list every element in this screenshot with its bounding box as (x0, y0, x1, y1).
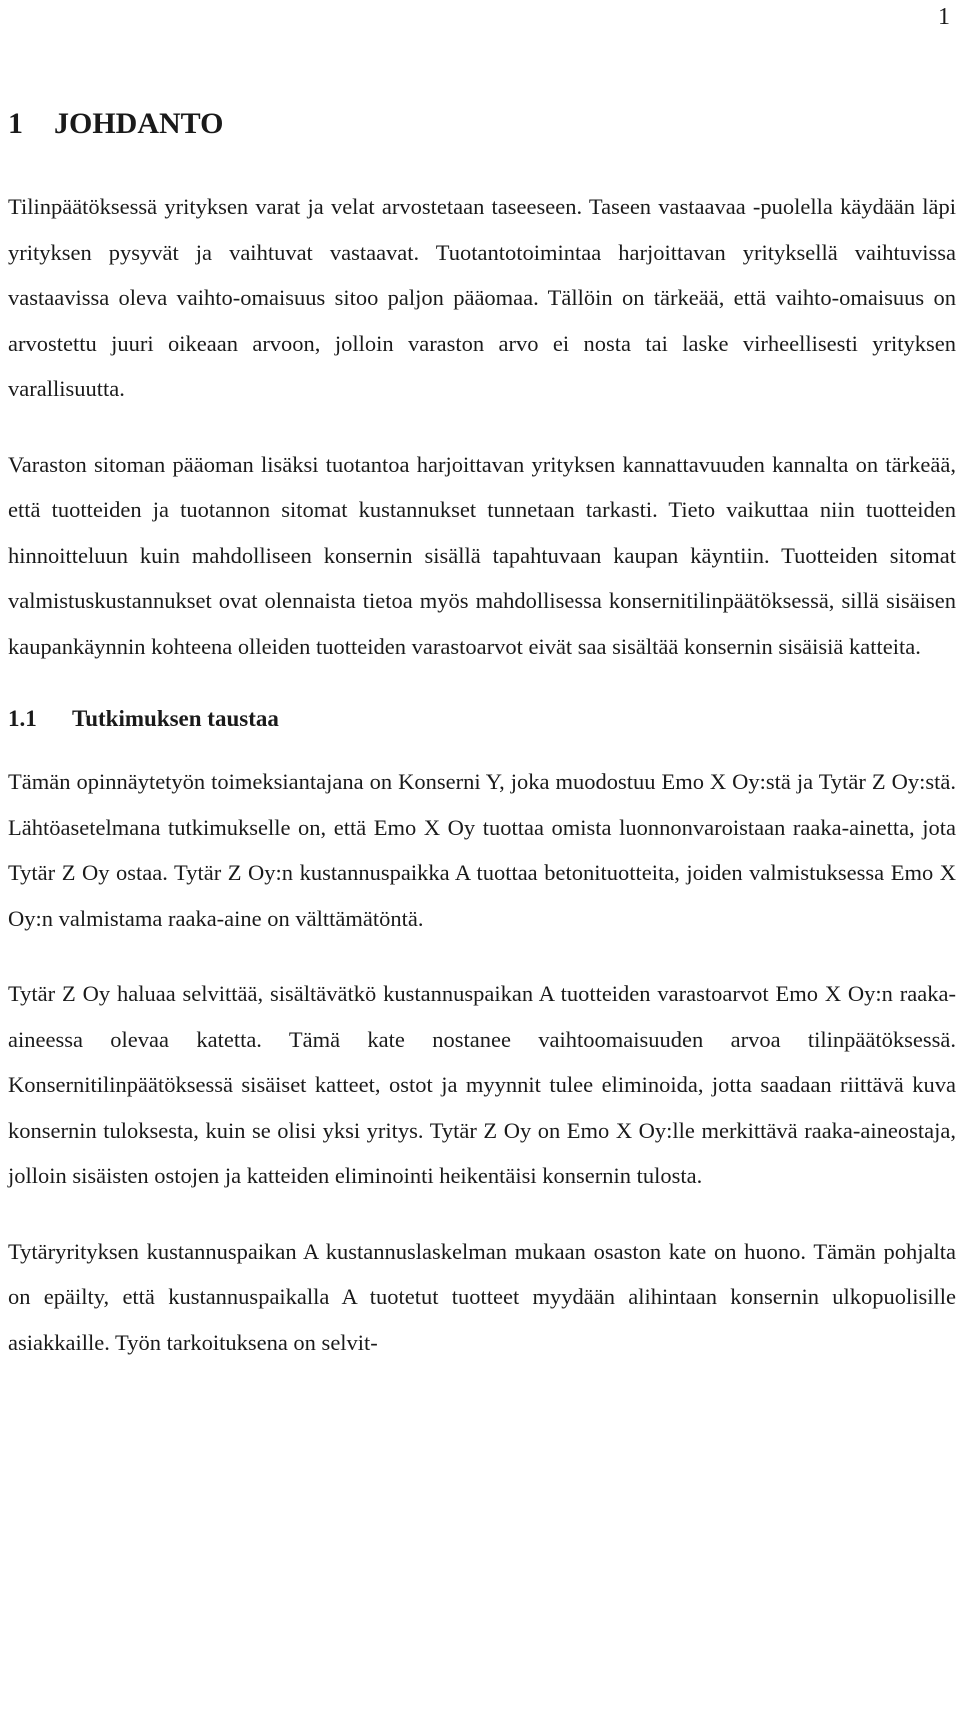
chapter-heading (8, 104, 956, 144)
chapter-title: JOHDANTO (54, 107, 224, 140)
paragraph: Varaston sitoman pääoman lisäksi tuotantoa harjoittavan yrityksen kannattavuuden kannalta on tärkeää, että tuotteiden ja tuotannon sitomat kustannukset tunnetaan tarkasti. Tieto vaikuttaa niin tuotteiden hinnoitteluun kuin mahdolliseen konsernin sisällä tapahtuvaan kaupan käyntiin. Tuotteiden sitomat valmistuskustannukset ovat olennaista tietoa myös mahdollisessa konsernitilinpäätöksessä, sillä sisäisen kaupankäynnin kohteena olleiden tuotteiden varastoarvot eivät saa sisältää konsernin sisäisiä katteita. (8, 451, 956, 659)
chapter-number: 1 (8, 107, 23, 140)
paragraph: Tämän opinnäytetyön toimeksiantajana on Konserni Y, joka muodostuu Emo X Oy:stä ja Tytär Z Oy:stä. Lähtöasetelmana tutkimukselle on, että Emo X Oy tuottaa omista luonnonvaroistaan raaka-ainetta, jota Tytär Z Oy ostaa. Tytär Z Oy:n kustannuspaikka A tuottaa betonituotteita, joiden valmistuksessa Emo X Oy:n valmistama raaka-aine on välttämätöntä. (8, 769, 956, 931)
page-number: 1 (938, 4, 950, 30)
paragraph: Tytäryrityksen kustannuspaikan A kustannuslaskelman mukaan osaston kate on huono. Tämän pohjalta on epäilty, että kustannuspaikalla A tuotetut tuotteet myydään alihintaan konsernin ulkopuolisille asiakkaille. Työn tarkoituksena on selvit- (8, 1238, 956, 1355)
section-title: Tutkimuksen taustaa (72, 706, 279, 731)
document-body (8, 104, 956, 1395)
paragraph: Tilinpäätöksessä yrityksen varat ja velat arvostetaan taseeseen. Taseen vastaavaa -puolella käydään läpi yrityksen pysyvät ja vaihtuvat vastaavat. Tuotantotoimintaa harjoittavan yrityksellä vaihtuvissa vastaavissa oleva vaihto-omaisuus sitoo paljon pääomaa. Tällöin on tärkeää, että vaihto-omaisuus on arvostettu juuri oikeaan arvoon, jolloin varaston arvo ei nosta tai laske virheellisesti yrityksen varallisuutta. (8, 194, 956, 401)
section-heading (8, 703, 956, 735)
section-number: 1.1 (8, 706, 37, 731)
paragraph: Tytär Z Oy haluaa selvittää, sisältävätkö kustannuspaikan A tuotteiden varastoarvot Emo X Oy:n raaka-aineessa olevaa katetta. Tämä kate nostanee vaihtoomaisuuden arvoa tilinpäätöksessä. Konsernitilinpäätöksessä sisäiset katteet, ostot ja myynnit tulee eliminoida, jotta saadaan riittävä kuva konsernin tuloksesta, kuin se olisi yksi yritys. Tytär Z Oy on Emo X Oy:lle merkittävä raaka-aineostaja, jolloin sisäisten ostojen ja katteiden eliminointi heikentäisi konsernin tulosta. (8, 981, 956, 1188)
